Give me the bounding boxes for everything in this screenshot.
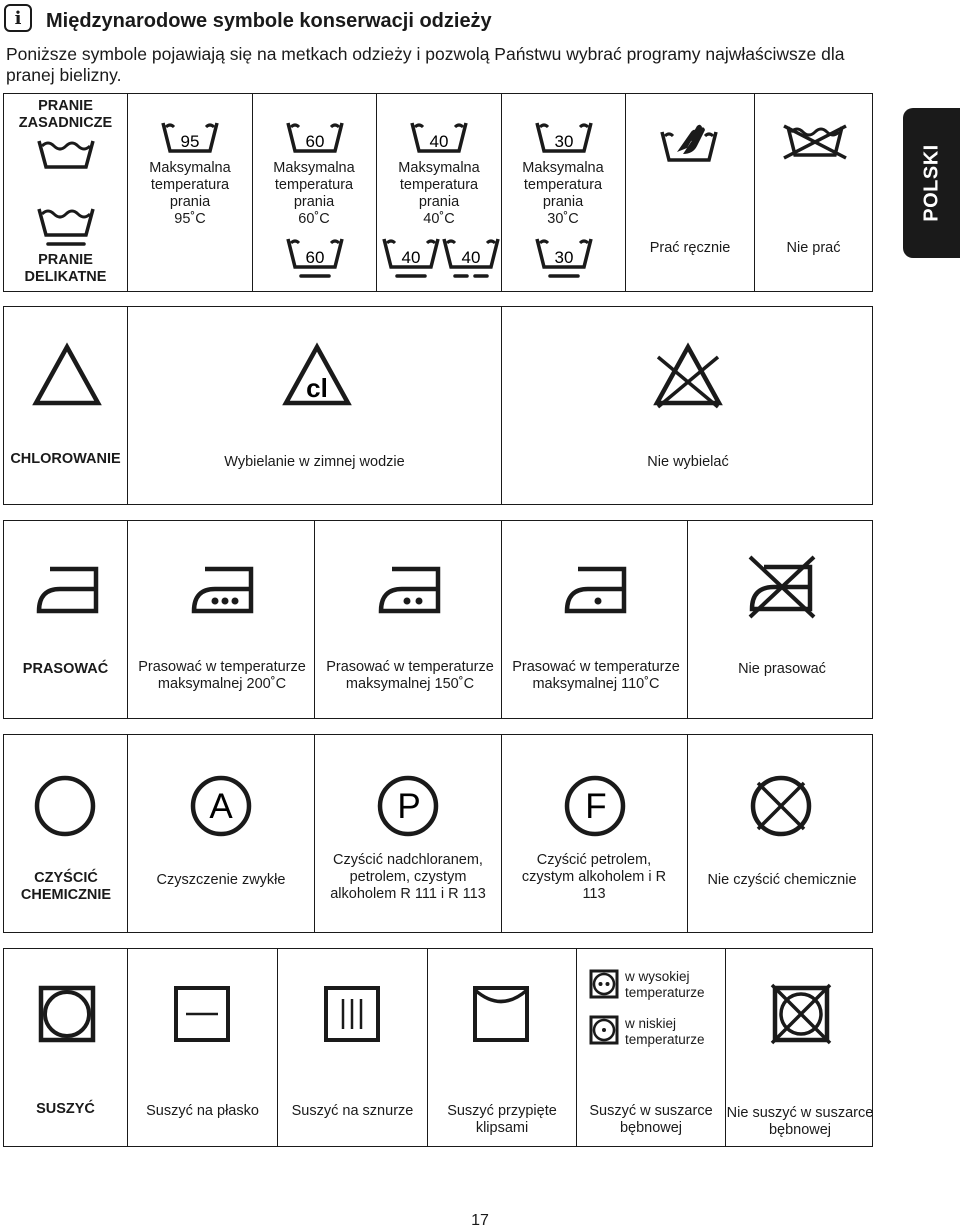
dry-clean-table xyxy=(3,734,873,933)
wash-normal-label: PRANIE ZASADNICZE xyxy=(18,98,113,131)
wash-delicate-30-value: 30 xyxy=(554,248,574,267)
dry-clean-f-label: Czyścić petrolem, czystym alkoholem i R 113 xyxy=(521,852,667,902)
triangle-bleach-icon xyxy=(32,343,102,407)
info-icon: i xyxy=(4,4,32,32)
iron-110-label: Prasować w temperaturze maksymalnej 110˚C xyxy=(512,659,680,692)
iron-150-label: Prasować w temperaturze maksymalnej 150˚C xyxy=(326,659,494,692)
bleach-label: CHLOROWANIE xyxy=(10,451,121,467)
no-bleach-label: Nie wybielać xyxy=(647,454,729,470)
ironing-table xyxy=(3,520,873,719)
tumble-high-label: w wysokiej temperaturze xyxy=(625,969,705,1000)
wash-95-desc: Maksymalna temperatura prania xyxy=(149,160,231,210)
language-tab xyxy=(903,108,960,258)
wash-delicate-60-value: 60 xyxy=(305,248,325,267)
wash-very-delicate-40-value: 40 xyxy=(461,248,481,267)
tumble-dry-label: Suszyć w suszarce bębnowej xyxy=(589,1103,713,1136)
wash-delicate-30-icon xyxy=(534,236,594,280)
no-iron-icon xyxy=(746,555,816,619)
wash-delicate-60-icon xyxy=(285,236,345,280)
wash-60-value: 60 xyxy=(305,132,325,151)
dry-clean-p-text: P xyxy=(397,787,421,826)
page-title: Międzynarodowe symbole konserwacji odzieży xyxy=(46,10,492,32)
dry-flat-icon xyxy=(173,985,231,1043)
wash-delicate-40-value: 40 xyxy=(401,248,421,267)
dry-clean-p-icon xyxy=(377,775,439,837)
ironing-label: PRASOWAĆ xyxy=(22,661,109,677)
wash-95-value: 95 xyxy=(180,132,200,151)
iron-three-dots-icon xyxy=(191,563,255,615)
no-dry-clean-icon xyxy=(750,775,812,837)
wash-40-value: 40 xyxy=(429,132,449,151)
hand-wash-label: Prać ręcznie xyxy=(649,240,731,256)
wash-60-desc: Maksymalna temperatura prania xyxy=(273,160,355,210)
wash-30-value: 30 xyxy=(554,132,574,151)
wash-30-temp: 30˚C xyxy=(547,211,579,227)
wash-60-icon xyxy=(285,120,345,154)
wash-30-icon xyxy=(534,120,594,154)
wash-delicate-label: PRANIE DELIKATNE xyxy=(24,252,107,285)
drying-table xyxy=(3,948,873,1147)
wash-tub-icon xyxy=(36,138,96,170)
wash-40-desc: Maksymalna temperatura prania xyxy=(398,160,480,210)
wash-95-icon xyxy=(160,120,220,154)
bleach-cold-label: Wybielanie w zimnej wodzie xyxy=(224,454,405,470)
dry-clean-label: CZYŚCIĆ CHEMICZNIE xyxy=(20,870,112,903)
no-wash-label: Nie prać xyxy=(786,240,841,256)
dry-clean-a-icon xyxy=(190,775,252,837)
washing-table xyxy=(3,93,873,292)
dry-clip-label: Suszyć przypięte klipsami xyxy=(447,1103,557,1136)
language-tab-label: POLSKI xyxy=(920,144,942,222)
wash-95-temp: 95˚C xyxy=(174,211,206,227)
no-tumble-dry-icon xyxy=(770,983,832,1045)
dry-square-circle-icon xyxy=(38,985,96,1043)
wash-40-temp: 40˚C xyxy=(423,211,455,227)
bleach-table xyxy=(3,306,873,505)
wash-60-temp: 60˚C xyxy=(298,211,330,227)
dry-clean-f-text: F xyxy=(585,787,607,826)
tumble-low-icon xyxy=(589,1015,619,1045)
wash-delicate-40-icon xyxy=(381,236,441,280)
tumble-high-icon xyxy=(589,969,619,999)
cl-bleach-text: cl xyxy=(306,373,328,403)
no-iron-label: Nie prasować xyxy=(738,661,826,677)
tumble-low-label: w niskiej temperaturze xyxy=(625,1016,705,1047)
iron-200-label: Prasować w temperaturze maksymalnej 200˚C xyxy=(138,659,306,692)
no-bleach-icon xyxy=(652,343,724,409)
no-tumble-dry-label: Nie suszyć w suszarce bębnowej xyxy=(726,1105,874,1138)
hand-wash-icon xyxy=(659,118,719,164)
dry-clean-a-text: A xyxy=(209,787,233,826)
iron-one-dot-icon xyxy=(564,563,628,615)
no-dry-clean-label: Nie czyścić chemicznie xyxy=(707,872,857,888)
dry-line-label: Suszyć na sznurze xyxy=(291,1103,414,1119)
drying-label: SUSZYĆ xyxy=(36,1101,95,1117)
dry-clean-circle-icon xyxy=(34,775,96,837)
intro-text: Poniższe symbole pojawiają się na metkach odzieży i pozwolą Państwu wybrać programy najwłaściwsze dla pranej bielizny. xyxy=(6,44,845,85)
cl-bleach-icon xyxy=(282,343,352,407)
dry-clip-icon xyxy=(472,985,530,1043)
iron-icon xyxy=(36,563,100,615)
no-wash-icon xyxy=(782,124,848,160)
wash-delicate-tub-icon xyxy=(36,206,96,248)
wash-very-delicate-40-icon xyxy=(441,236,501,280)
page-number: 17 xyxy=(471,1212,489,1229)
dry-flat-label: Suszyć na płasko xyxy=(146,1103,259,1119)
dry-clean-p-label: Czyścić nadchloranem, petrolem, czystym alkoholem R 111 i R 113 xyxy=(330,852,486,902)
wash-40-icon xyxy=(409,120,469,154)
dry-clean-normal-label: Czyszczenie zwykłe xyxy=(156,872,286,888)
dry-clean-f-icon xyxy=(564,775,626,837)
wash-30-desc: Maksymalna temperatura prania xyxy=(522,160,604,210)
iron-two-dots-icon xyxy=(378,563,442,615)
dry-line-icon xyxy=(323,985,381,1043)
